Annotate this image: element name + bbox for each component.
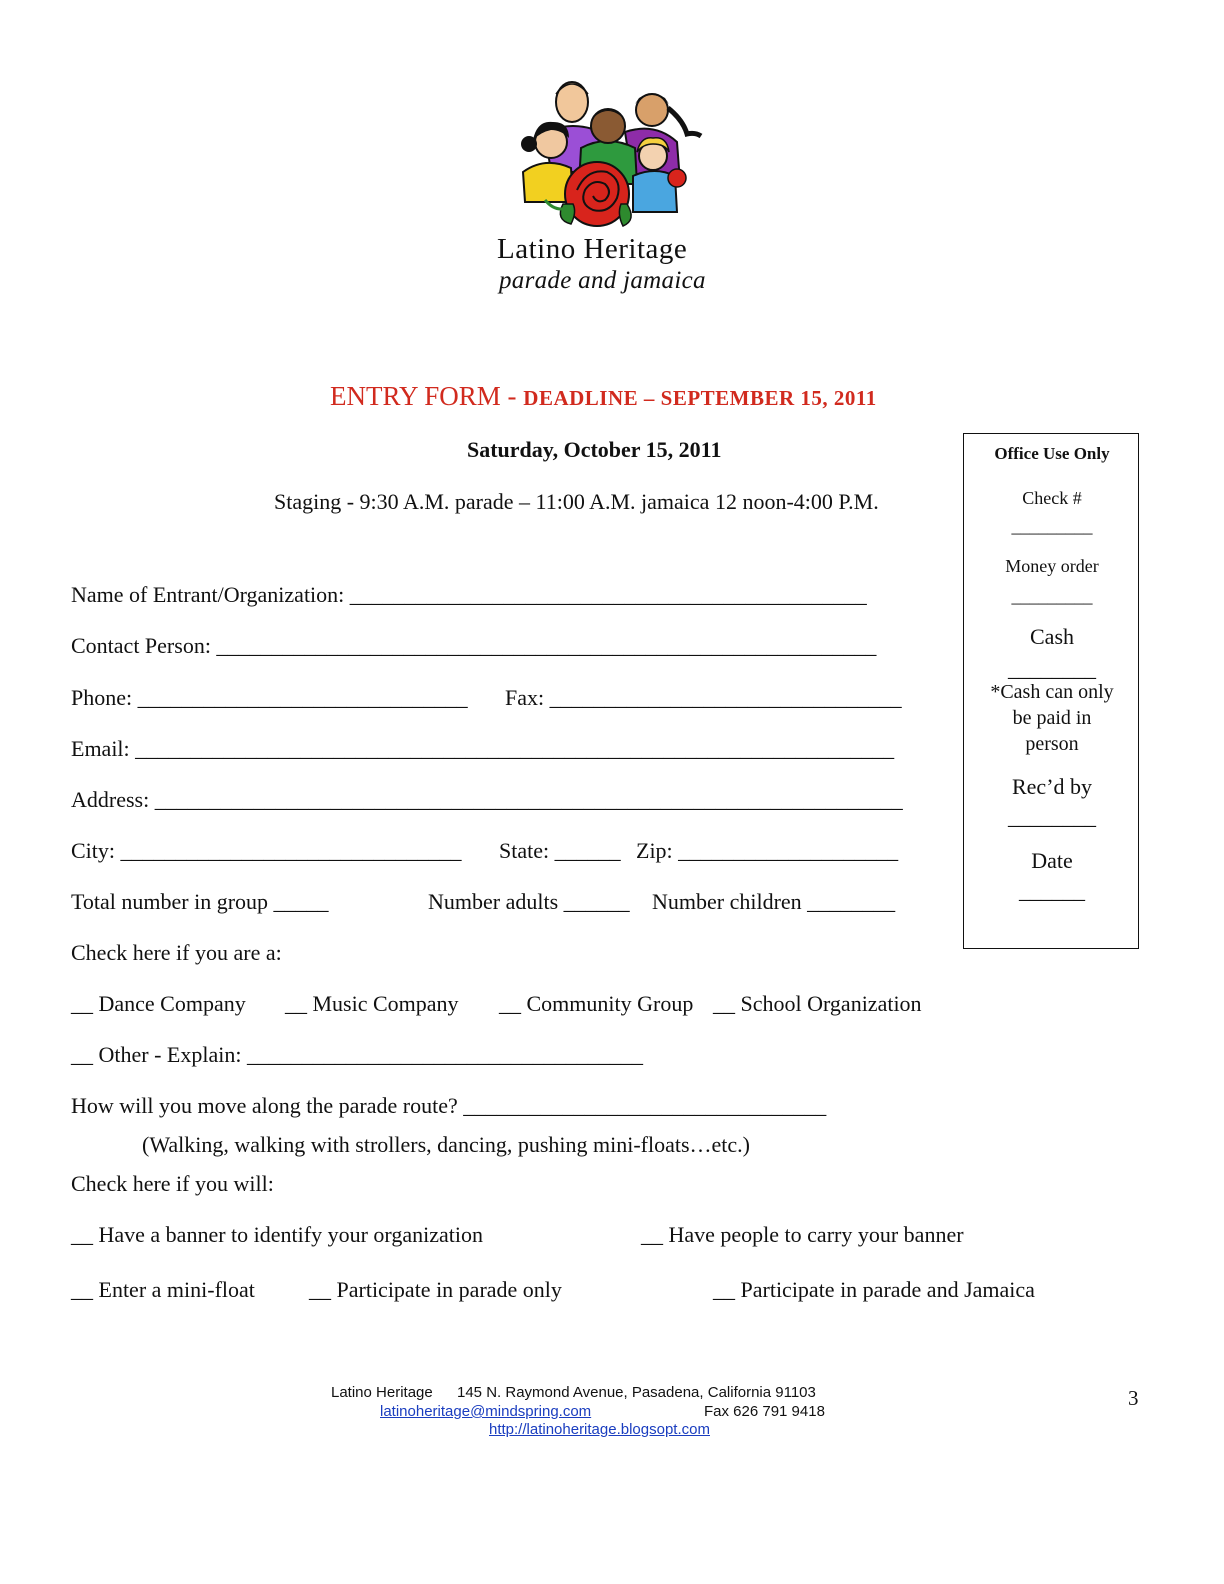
footer-fax: Fax 626 791 9418 (704, 1403, 825, 1420)
parade-only-option[interactable]: __ Participate in parade only (309, 1277, 562, 1302)
footer-org: Latino Heritage (331, 1384, 433, 1401)
check-are-heading: Check here if you are a: (71, 940, 282, 965)
office-date-line: ______ (1019, 878, 1085, 903)
office-money-order-line: _________ (1011, 586, 1093, 606)
office-money-order-label: Money order (1005, 556, 1099, 576)
music-company-option[interactable]: __ Music Company (285, 991, 459, 1016)
entry-form-title: ENTRY FORM - (330, 381, 524, 411)
carry-banner-option[interactable]: __ Have people to carry your banner (641, 1222, 964, 1247)
phone-field[interactable]: Phone: ______________________________ (71, 685, 468, 710)
other-explain-field[interactable]: __ Other - Explain: ____________________________________ (71, 1042, 643, 1067)
email-field[interactable]: Email: _____________________________________________________________________ (71, 736, 895, 761)
parade-route-hint: (Walking, walking with strollers, dancing, pushing mini-floats…etc.) (142, 1132, 751, 1157)
footer-website-link[interactable]: http://latinoheritage.blogsopt.com (489, 1421, 710, 1438)
office-date-label: Date (1031, 848, 1073, 873)
office-cash-note-2: be paid in (1012, 707, 1092, 729)
dance-company-option[interactable]: __ Dance Company (71, 991, 246, 1016)
community-group-option[interactable]: __ Community Group (499, 991, 694, 1016)
event-date: Saturday, October 15, 2011 (467, 437, 722, 462)
number-children-field[interactable]: Number children ________ (652, 889, 896, 914)
footer-email-link[interactable]: latinoheritage@mindspring.com (380, 1403, 592, 1420)
logo-subtitle: parade and jamaica (499, 267, 706, 294)
parade-route-field[interactable]: How will you move along the parade route? _________________________________ (71, 1093, 827, 1118)
office-cash-label: Cash (1030, 624, 1074, 649)
page-number: 3 (1128, 1386, 1139, 1410)
state-field[interactable]: State: ______ (499, 838, 621, 863)
city-field[interactable]: City: _______________________________ (71, 838, 462, 863)
check-will-heading: Check here if you will: (71, 1171, 274, 1196)
office-check-label: Check # (1022, 488, 1082, 508)
zip-field[interactable]: Zip: ____________________ (636, 838, 899, 863)
mini-float-option[interactable]: __ Enter a mini-float (71, 1277, 255, 1302)
office-cash-note-1: *Cash can only (990, 681, 1114, 703)
office-cash-note-3: person (1025, 733, 1079, 755)
contact-person-field[interactable]: Contact Person: ____________________________________________________________ (71, 633, 877, 658)
fax-field[interactable]: Fax: ________________________________ (505, 685, 902, 710)
office-check-line: _________ (1011, 516, 1093, 536)
address-field[interactable]: Address: ____________________________________________________________________ (71, 787, 903, 812)
banner-option[interactable]: __ Have a banner to identify your organization (71, 1222, 483, 1247)
number-adults-field[interactable]: Number adults ______ (428, 889, 630, 914)
deadline-text: DEADLINE – SEPTEMBER 15, 2011 (523, 386, 877, 410)
office-recd-line: ________ (1008, 804, 1096, 829)
parade-and-jamaica-option[interactable]: __ Participate in parade and Jamaica (713, 1277, 1035, 1302)
entry-form-heading (330, 381, 877, 412)
office-use-box (963, 433, 1139, 949)
children-rose-logo-icon (515, 72, 705, 232)
office-cash-line: ________ (1008, 656, 1096, 681)
office-use-title: Office Use Only (994, 444, 1110, 463)
footer-address: 145 N. Raymond Avenue, Pasadena, California 91103 (457, 1384, 816, 1401)
name-field[interactable]: Name of Entrant/Organization: _______________________________________________ (71, 582, 867, 607)
office-recd-by-label: Rec’d by (1011, 774, 1093, 799)
logo-title: Latino Heritage (497, 233, 688, 265)
school-organization-option[interactable]: __ School Organization (713, 991, 922, 1016)
total-number-field[interactable]: Total number in group _____ (71, 889, 329, 914)
event-schedule: Staging - 9:30 A.M. parade – 11:00 A.M. jamaica 12 noon-4:00 P.M. (274, 489, 879, 514)
